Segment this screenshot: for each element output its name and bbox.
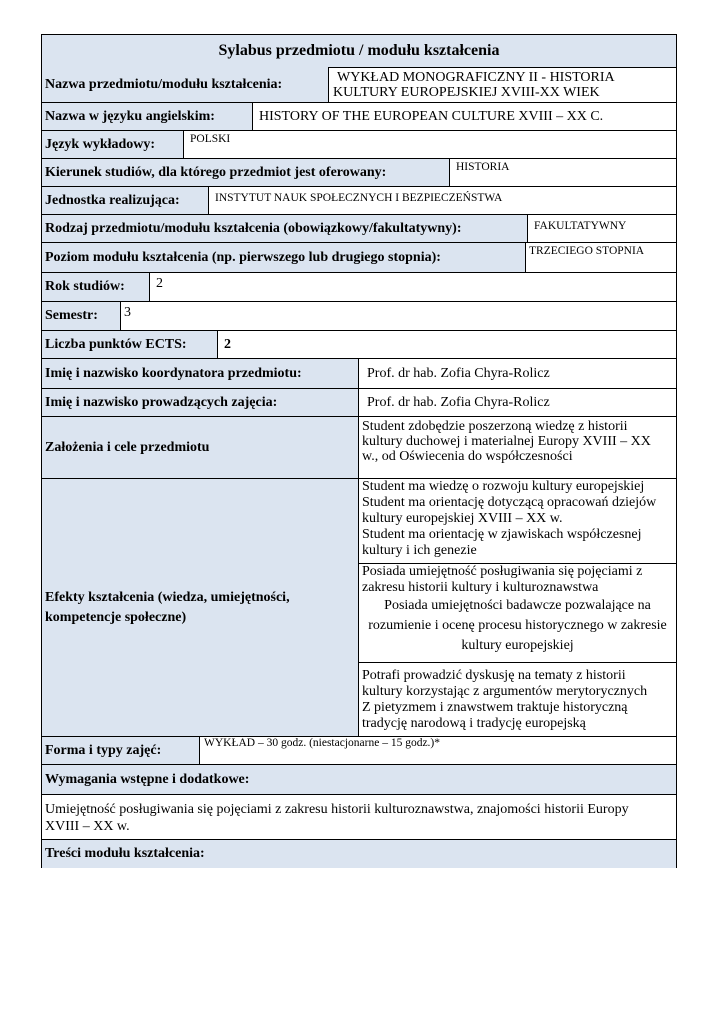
label-goals: Założenia i cele przedmiotu xyxy=(42,417,358,478)
label-english-name: Nazwa w języku angielskim: xyxy=(42,103,252,130)
social-line-3: Z pietyzmem i znawstwem traktuje historyczną xyxy=(362,700,628,715)
row-field-of-study xyxy=(42,159,676,187)
row-forms xyxy=(42,737,676,765)
value-field-of-study: HISTORIA xyxy=(449,159,676,186)
label-language: Język wykładowy: xyxy=(42,131,183,158)
label-lecturers: Imię i nazwisko prowadzących zajęcia: xyxy=(42,389,358,416)
label-contents: Treści modułu kształcenia: xyxy=(42,840,676,868)
knowledge-line-3: kultury europejskiej XVIII – XX w. xyxy=(362,511,563,526)
skills-line-5: kultury europejskiej xyxy=(461,638,574,653)
label-level: Poziom modułu kształcenia (np. pierwszego lub drugiego stopnia): xyxy=(42,243,525,272)
prerequisites-text xyxy=(42,795,676,840)
row-language xyxy=(42,131,676,159)
skills-line-1: Posiada umiejętność posługiwania się pojęciami z xyxy=(362,564,643,579)
value-lecturers: Prof. dr hab. Zofia Chyra-Rolicz xyxy=(358,389,676,416)
prerequisites-line-1: Umiejętność posługiwania się pojęciami z zakresu historii kulturoznawstwa, znajomości historii Europy xyxy=(45,802,629,817)
skills-line-3: Posiada umiejętności badawcze pozwalające na xyxy=(384,598,651,613)
row-goals xyxy=(42,417,676,479)
label-coordinator: Imię i nazwisko koordynatora przedmiotu: xyxy=(42,359,358,388)
row-unit xyxy=(42,187,676,215)
value-ects: 2 xyxy=(217,331,676,358)
skills-line-4: rozumienie i ocenę procesu historycznego w zakresie xyxy=(368,618,667,633)
label-ects: Liczba punktów ECTS: xyxy=(42,331,217,358)
social-line-4: tradycję narodową i tradycję europejską xyxy=(362,716,586,731)
prerequisites-line-2: XVIII – XX w. xyxy=(45,819,130,834)
subject-name-line-2: KULTURY EUROPEJSKIEJ XVIII-XX WIEK xyxy=(333,84,600,100)
skills-line-2: zakresu historii kultury i kulturoznawstwa xyxy=(362,580,599,595)
value-language: POLSKI xyxy=(183,131,676,158)
goals-line-2: kultury duchowej i materialnej Europy XVIII – XX xyxy=(362,434,651,449)
row-ects xyxy=(42,331,676,359)
subject-name-line-1: WYKŁAD MONOGRAFICZNY II - HISTORIA xyxy=(337,69,615,85)
goals-line-1: Student zdobędzie poszerzoną wiedzę z historii xyxy=(362,419,628,434)
label-outcomes xyxy=(42,479,358,736)
row-outcomes xyxy=(42,479,676,737)
row-english-name xyxy=(42,103,676,131)
label-year: Rok studiów: xyxy=(42,273,149,301)
outcomes-label-line-2: kompetencje społeczne) xyxy=(45,609,187,625)
row-coordinator xyxy=(42,359,676,389)
outcomes-social xyxy=(359,663,676,737)
outcomes-knowledge xyxy=(359,479,676,564)
social-line-1: Potrafi prowadzić dyskusję na tematy z historii xyxy=(362,668,626,683)
goals-line-3: w., od Oświecenia do współczesności xyxy=(362,449,573,464)
knowledge-line-1: Student ma wiedzę o rozwoju kultury europejskiej xyxy=(362,479,645,494)
value-level: TRZECIEGO STOPNIA xyxy=(525,243,676,272)
syllabus-table xyxy=(41,34,677,868)
row-lecturers xyxy=(42,389,676,417)
value-unit: INSTYTUT NAUK SPOŁECZNYCH I BEZPIECZEŃSTWA xyxy=(208,187,676,214)
label-field-of-study: Kierunek studiów, dla którego przedmiot jest oferowany: xyxy=(42,159,449,186)
page-title: Sylabus przedmiotu / modułu kształcenia xyxy=(42,35,676,68)
label-prerequisites: Wymagania wstępne i dodatkowe: xyxy=(42,765,676,794)
label-unit: Jednostka realizująca: xyxy=(42,187,208,214)
outcomes-values xyxy=(358,479,676,736)
value-goals xyxy=(358,417,676,478)
row-prerequisites xyxy=(42,765,676,795)
value-year: 2 xyxy=(149,273,676,301)
row-semester xyxy=(42,302,676,331)
knowledge-line-4: Student ma orientację w zjawiskach współczesnej xyxy=(362,527,642,542)
label-course-type: Rodzaj przedmiotu/modułu kształcenia (obowiązkowy/fakultatywny): xyxy=(42,215,527,242)
row-subject-name xyxy=(42,67,676,103)
label-forms: Forma i typy zajęć: xyxy=(42,737,199,764)
outcomes-label-line-1: Efekty kształcenia (wiedza, umiejętności, xyxy=(45,589,290,605)
value-coordinator: Prof. dr hab. Zofia Chyra-Rolicz xyxy=(358,359,676,388)
label-subject-name: Nazwa przedmiotu/modułu kształcenia: xyxy=(42,67,328,102)
knowledge-line-5: kultury i ich genezie xyxy=(362,543,477,558)
value-course-type: FAKULTATYWNY xyxy=(527,215,676,242)
label-semester: Semestr: xyxy=(42,302,120,330)
value-semester: 3 xyxy=(120,302,676,330)
row-year xyxy=(42,273,676,302)
social-line-2: kultury korzystając z argumentów merytorycznych xyxy=(362,684,648,699)
row-level xyxy=(42,243,676,273)
outcomes-skills xyxy=(359,564,676,663)
knowledge-line-2: Student ma orientację dotyczącą opracowań dziejów xyxy=(362,495,657,510)
row-contents xyxy=(42,840,676,868)
row-course-type xyxy=(42,215,676,243)
value-forms: WYKŁAD – 30 godz. (niestacjonarne – 15 godz.)* xyxy=(199,737,676,764)
value-english-name: HISTORY OF THE EUROPEAN CULTURE XVIII – XX C. xyxy=(252,103,676,130)
value-subject-name xyxy=(328,67,676,102)
